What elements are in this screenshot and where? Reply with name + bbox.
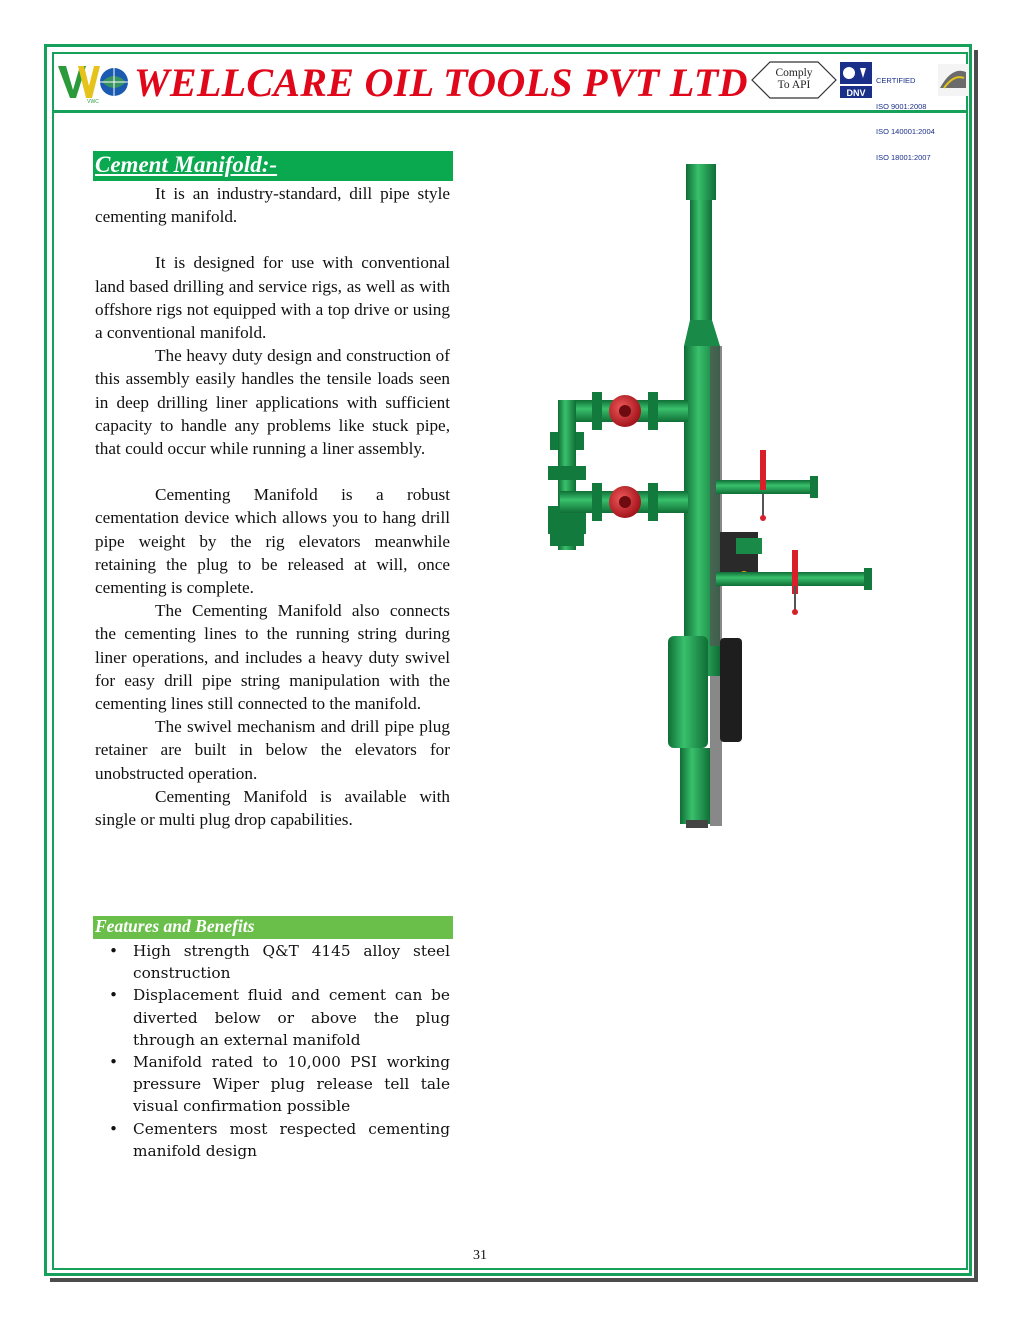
section-body (95, 182, 450, 831)
cert-line: ISO 18001:2007 (876, 152, 931, 162)
iso-certification-lines (876, 60, 935, 179)
bullet-icon: • (109, 1119, 119, 1138)
paragraph: Cementing Manifold is available with single or multi plug drop capabilities. (95, 786, 450, 830)
features-list (103, 940, 450, 1162)
feature-text: High strength Q&T 4145 alloy steel construction (133, 942, 450, 983)
section-title: Cement Manifold:- (95, 152, 278, 177)
feature-text: Manifold rated to 10,000 PSI working pressure Wiper plug release tell tale visual confirmation possible (133, 1053, 450, 1116)
cert-label: CERTIFIED (876, 76, 916, 85)
page-header (54, 54, 966, 162)
list-item (103, 1051, 450, 1118)
company-name: WELLCARE OIL TOOLS PVT LTD (134, 60, 748, 105)
paragraph: It is designed for use with conventional land based drilling and service rigs, as well as with offshore rigs not equipped with a top drive or using a conventional manifold. (95, 253, 450, 343)
paragraph: The heavy duty design and construction of this assembly easily handles the tensile loads seen in deep drilling liner applications with sufficient capacity to handle any problems like stuck pipe, that could occur while running a liner assembly. (95, 346, 450, 459)
paragraph: The swivel mechanism and drill pipe plug retainer are built in below the elevators for unobstructed operation. (95, 717, 450, 783)
list-item (103, 984, 450, 1051)
logo-lettering: VWC (87, 99, 99, 104)
features-heading-bar (93, 916, 453, 939)
section-title-bar (93, 151, 453, 181)
bullet-icon: • (109, 986, 119, 1005)
feature-text: Cementers most respected cementing manifold design (133, 1119, 450, 1160)
cement-manifold-illustration (530, 160, 880, 830)
bullet-icon: • (109, 942, 119, 960)
list-item (103, 940, 450, 984)
list-item (103, 1118, 450, 1162)
page-number: 31 (473, 1248, 487, 1263)
cert-line: ISO 9001:2008 (876, 101, 927, 111)
feature-text: Displacement fluid and cement can be diverted below or above the plug through an external manifold (133, 986, 450, 1049)
api-badge-label: Comply To API (775, 67, 813, 91)
cert-agency-text: DNV (846, 88, 866, 98)
cert-line: ISO 140001:2004 (876, 127, 935, 136)
paragraph: The Cementing Manifold also connects the cementing lines to the running string during liner operations, and includes a heavy duty swivel for easy drill pipe string manipulation with the cementing lines still connected to the manifold. (95, 601, 450, 714)
paragraph: It is an industry-standard, dill pipe style cementing manifold. (95, 184, 450, 227)
company-logo-icon (56, 60, 130, 104)
header-divider (54, 110, 966, 113)
paragraph: Cementing Manifold is a robust cementation device which allows you to hang drill pipe weight by the rig elevators meanwhile retaining the plug to be released at will, once cementing is complete. (95, 485, 450, 598)
bullet-icon: • (109, 1053, 119, 1072)
api-badge-text (766, 67, 822, 91)
features-heading: Features and Benefits (95, 916, 255, 936)
